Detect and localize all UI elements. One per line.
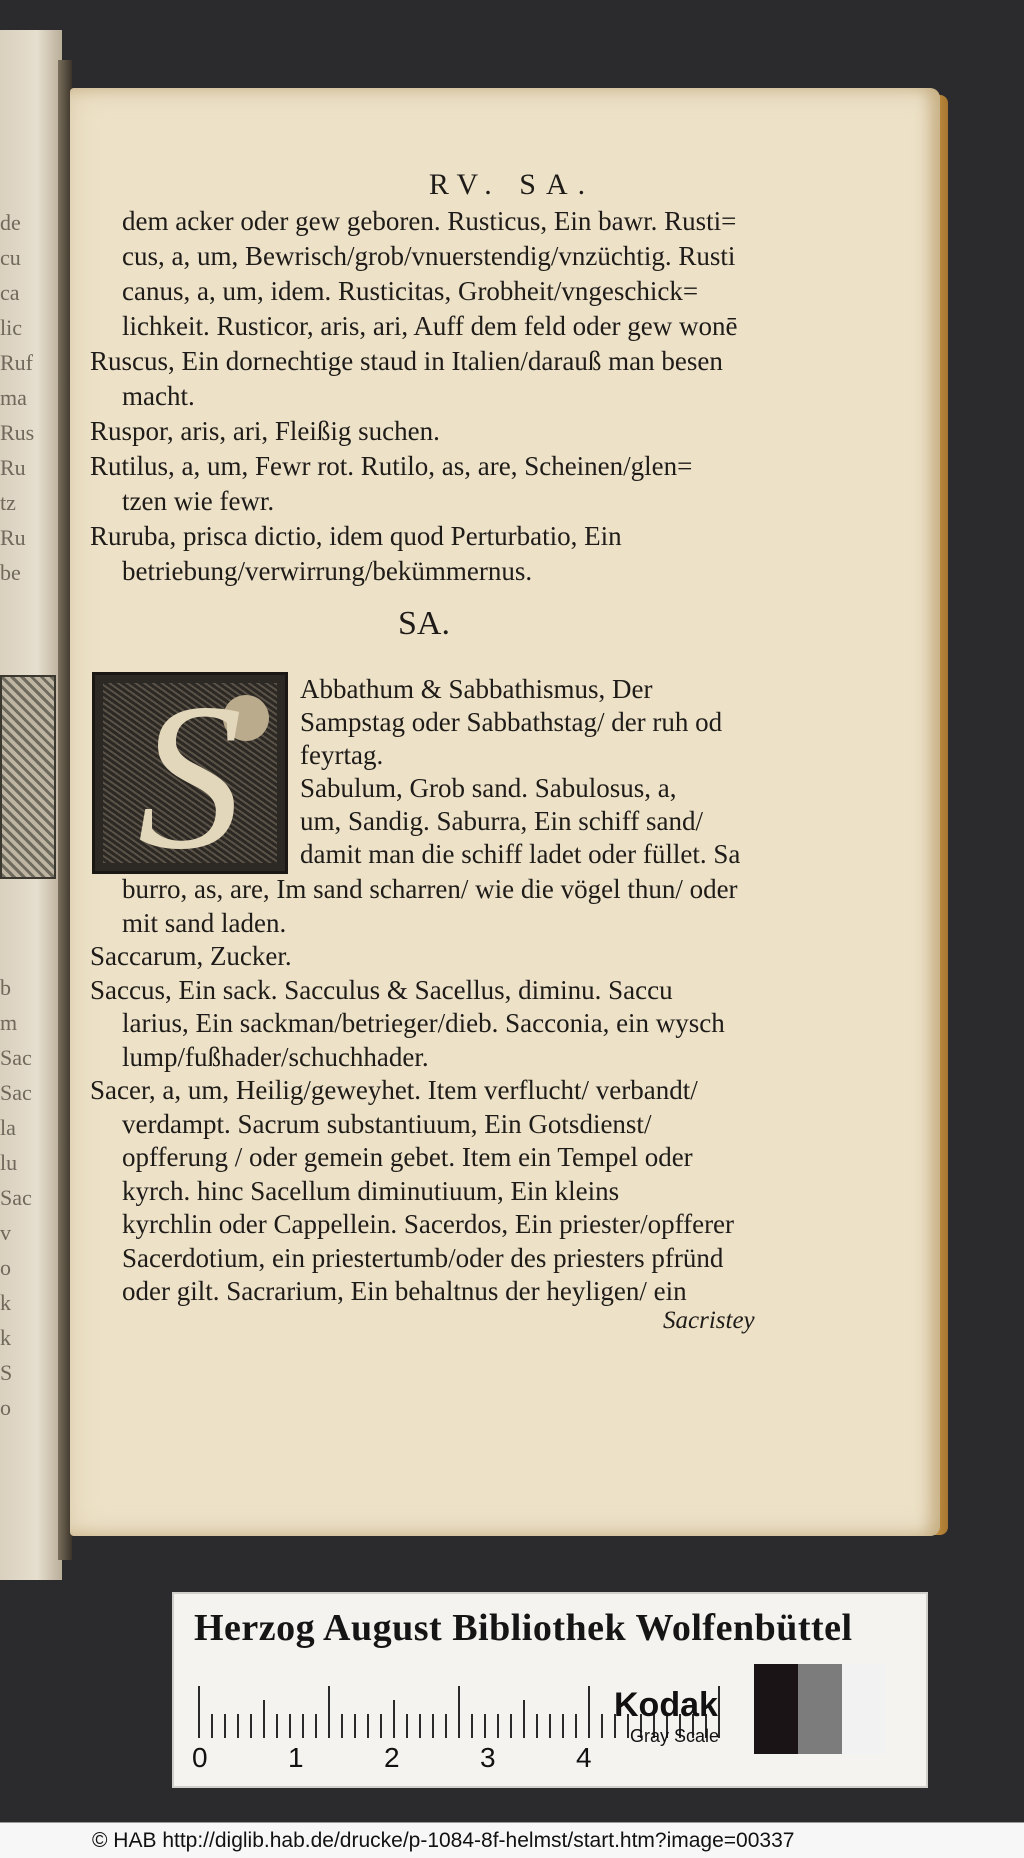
ruler-tick xyxy=(276,1714,278,1738)
text-line: cus, a, um, Bewrisch/grob/vnuerstendig/vnzüchtig. Rusti xyxy=(122,241,736,271)
text-line: Abbathum & Sabbathismus, Der xyxy=(300,674,653,704)
gray-patch-white xyxy=(842,1664,886,1754)
ruler-tick xyxy=(224,1714,226,1738)
ruler-labels xyxy=(192,1742,752,1776)
ruler-tick xyxy=(484,1714,486,1738)
left-page-word: ca xyxy=(0,280,20,305)
text-line: feyrtag. xyxy=(300,740,384,770)
footer-copyright: © HAB http://diglib.hab.de/drucke/p-1084-8f-helmst/start.htm?image=00337 xyxy=(92,1829,795,1852)
kodak-logo: Kodak xyxy=(614,1686,718,1724)
left-woodcut-fragment xyxy=(0,675,56,879)
ruler-tick xyxy=(588,1686,590,1738)
ruler-label: 4 xyxy=(576,1742,592,1773)
left-page-word: S xyxy=(0,1360,13,1385)
left-page-word: Ru xyxy=(0,455,26,480)
ruler-tick xyxy=(354,1714,356,1738)
text-line: burro, as, are, Im sand scharren/ wie die vögel thun/ oder xyxy=(122,874,738,904)
ruler-tick xyxy=(302,1714,304,1738)
text-line: Sacer, a, um, Heilig/geweyhet. Item verflucht/ verbandt/ xyxy=(90,1075,698,1105)
ruler-tick xyxy=(289,1714,291,1738)
text-line: lichkeit. Rusticor, aris, ari, Auff dem feld oder gew wonē xyxy=(122,311,738,341)
ruler-tick xyxy=(497,1714,499,1738)
running-head: RV. SA. xyxy=(428,168,596,201)
left-page-word: Ruf xyxy=(0,350,33,375)
left-page-word: lic xyxy=(0,315,22,340)
ruler-label: 1 xyxy=(288,1742,304,1773)
text-line: macht. xyxy=(122,381,195,411)
ruler-tick xyxy=(237,1714,239,1738)
ruler-tick xyxy=(380,1714,382,1738)
ruler-tick xyxy=(471,1714,473,1738)
text-line: Sacerdotium, ein priestertumb/oder des priesters pfründ xyxy=(122,1242,724,1273)
left-page-word: b xyxy=(0,975,11,1000)
text-line: Sampstag oder Sabbathstag/ der ruh od xyxy=(300,707,723,737)
ruler-tick xyxy=(263,1700,265,1738)
left-page-word: tz xyxy=(0,490,16,515)
text-line: verdampt. Sacrum substantiuum, Ein Gotsdienst/ xyxy=(122,1108,652,1139)
left-page-word: Sac xyxy=(0,1185,32,1210)
text-line: Saccus, Ein sack. Sacculus & Sacellus, diminu. Saccu xyxy=(90,974,673,1005)
ruler-tick xyxy=(536,1714,538,1738)
text-line: damit man die schiff ladet oder füllet. Sa xyxy=(300,839,741,869)
left-page-word: Ru xyxy=(0,525,26,550)
text-line: kyrch. hinc Sacellum diminutiuum, Ein kleins xyxy=(122,1175,620,1206)
left-page-word: k xyxy=(0,1290,11,1315)
ruler-label: 2 xyxy=(384,1742,400,1773)
gray-scale-label: Gray Scale xyxy=(630,1726,720,1746)
text-line: lump/fußhader/schuchhader. xyxy=(122,1041,429,1072)
text-line: dem acker oder gew geboren. Rusticus, Ein bawr. Rusti= xyxy=(122,206,737,236)
ruler-tick xyxy=(367,1714,369,1738)
text-line: betriebung/verwirrung/bekümmernus. xyxy=(122,556,533,586)
ruler-tick xyxy=(510,1714,512,1738)
left-page-word: la xyxy=(0,1115,16,1140)
text-line: Sabulum, Grob sand. Sabulosus, a, xyxy=(300,773,677,803)
left-page-word: Sac xyxy=(0,1080,32,1105)
ruler-tick xyxy=(432,1714,434,1738)
left-page-word: Sac xyxy=(0,1045,32,1070)
text-line: Rutilus, a, um, Fewr rot. Rutilo, as, are, Scheinen/glen= xyxy=(90,451,693,481)
text-line: opfferung / oder gemein gebet. Item ein Tempel oder xyxy=(122,1142,693,1172)
text-line: kyrchlin oder Cappellein. Sacerdos, Ein priester/opfferer xyxy=(122,1209,735,1239)
text-line: oder gilt. Sacrarium, Ein behaltnus der heyligen/ ein xyxy=(122,1276,687,1306)
ruler-tick xyxy=(315,1714,317,1738)
left-page-word: k xyxy=(0,1325,11,1350)
color-calibration-card xyxy=(172,1592,928,1788)
ruler-tick xyxy=(419,1714,421,1738)
text-line: canus, a, um, idem. Rusticitas, Grobheit/vngeschick= xyxy=(122,276,699,306)
text-line: um, Sandig. Saburra, Ein schiff sand/ xyxy=(300,806,703,836)
text-line: Ruruba, prisca dictio, idem quod Perturbatio, Ein xyxy=(90,521,622,551)
ruler-tick xyxy=(328,1686,330,1738)
left-page-fragment xyxy=(0,30,62,1580)
text-line: larius, Ein sackman/betrieger/dieb. Sacconia, ein wysch xyxy=(122,1008,725,1038)
text-line: mit sand laden. xyxy=(122,907,287,938)
catchword: Sacristey xyxy=(663,1307,755,1334)
text-line: Ruscus, Ein dornechtige staud in Italien/darauß man besen xyxy=(90,346,723,376)
ruler-tick xyxy=(393,1700,395,1738)
text-line: Saccarum, Zucker. xyxy=(90,941,292,971)
ruler-label: 0 xyxy=(192,1742,208,1773)
ruler-tick xyxy=(458,1686,460,1738)
left-page-word: o xyxy=(0,1255,11,1280)
left-page-word: be xyxy=(0,560,21,585)
ruler-tick xyxy=(562,1714,564,1738)
ruler-tick xyxy=(406,1714,408,1738)
left-page-word: o xyxy=(0,1395,11,1420)
section-title: SA. xyxy=(398,605,450,642)
ruler-tick xyxy=(575,1714,577,1738)
left-page-word: cu xyxy=(0,245,21,270)
ruler-tick xyxy=(250,1714,252,1738)
footer-bar xyxy=(0,1822,1024,1858)
gray-patch-black xyxy=(754,1664,798,1754)
ruler-tick xyxy=(445,1714,447,1738)
gray-patch-mid xyxy=(798,1664,842,1754)
left-page-word: ma xyxy=(0,385,27,410)
ruler-tick xyxy=(211,1714,213,1738)
text-line: tzen wie fewr. xyxy=(122,486,275,516)
ruler-tick xyxy=(601,1714,603,1738)
text-line: Ruspor, aris, ari, Fleißig suchen. xyxy=(90,416,440,446)
woodcut-initial-s: S xyxy=(92,672,288,874)
left-page-word: Rus xyxy=(0,420,35,445)
left-page-word: de xyxy=(0,210,21,235)
left-page-word: m xyxy=(0,1010,18,1035)
ruler-label: 3 xyxy=(480,1742,496,1773)
ruler-tick xyxy=(549,1714,551,1738)
ruler-tick xyxy=(198,1686,200,1738)
left-page-word: v xyxy=(0,1220,11,1245)
ruler-tick xyxy=(523,1700,525,1738)
library-name: Herzog August Bibliothek Wolfenbüttel xyxy=(194,1607,853,1649)
left-page-word: lu xyxy=(0,1150,18,1175)
ruler-tick xyxy=(341,1714,343,1738)
